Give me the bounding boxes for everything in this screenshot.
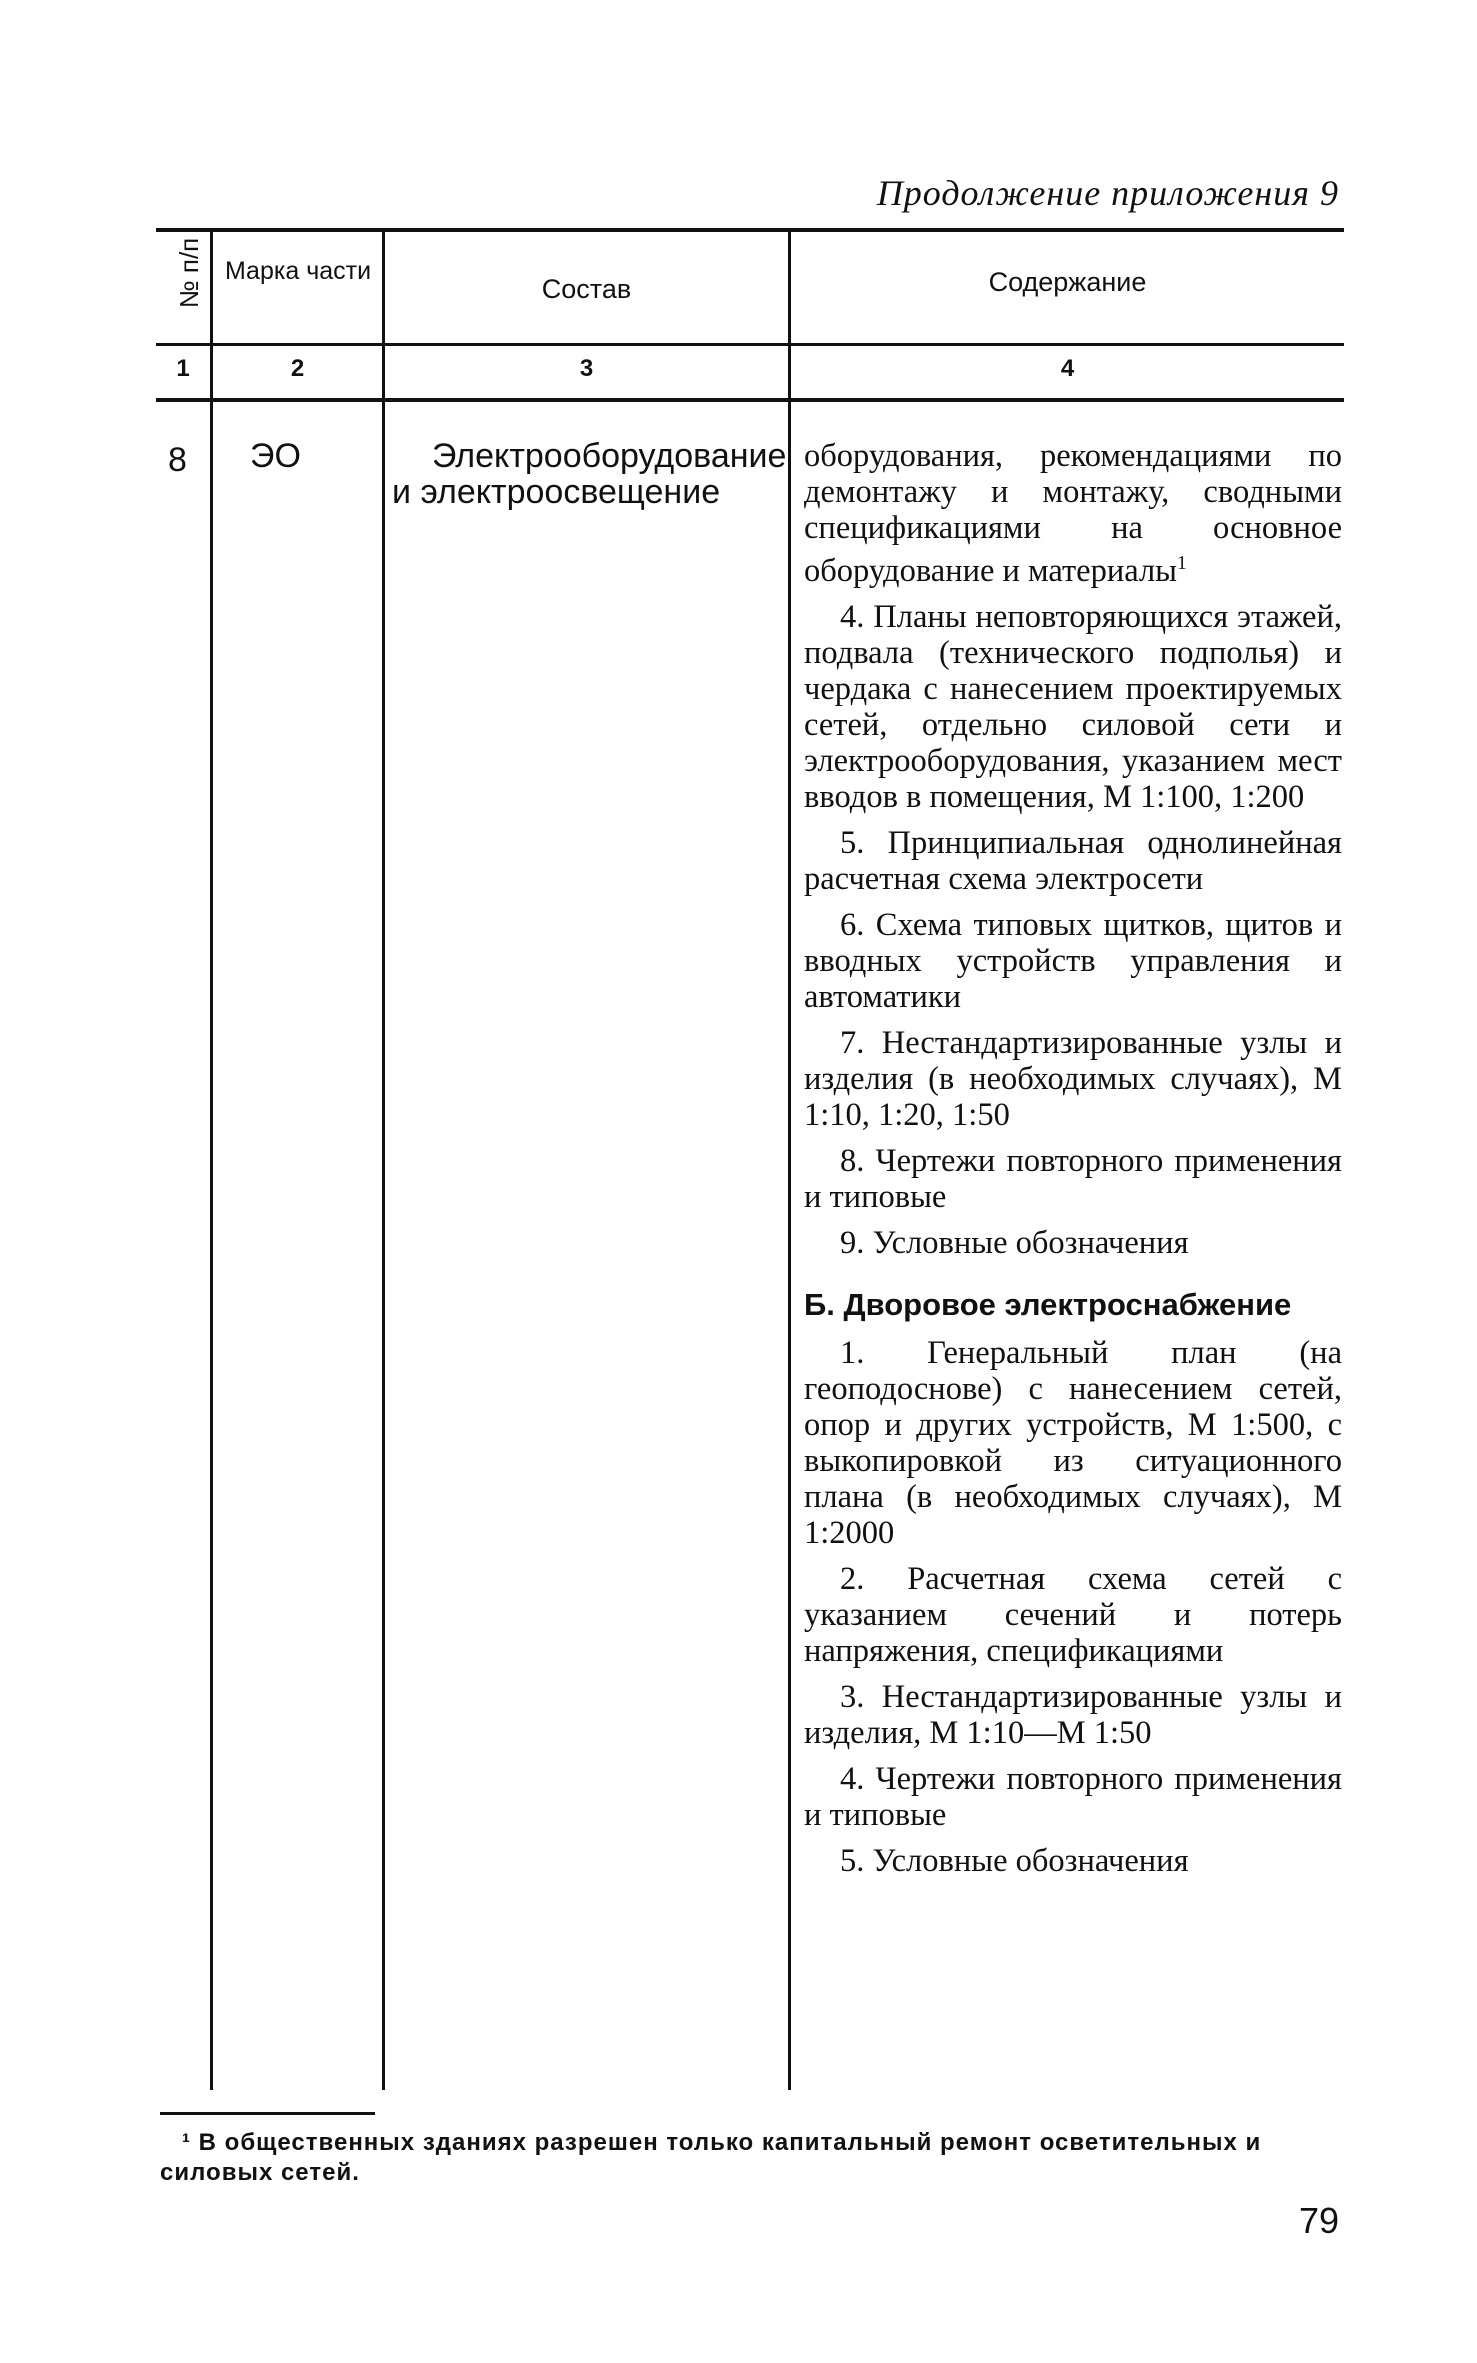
- col-divider-2: [382, 230, 385, 2090]
- row-composition: Электрооборудование и электроосвещение: [392, 437, 787, 511]
- col-divider-3: [788, 230, 791, 2090]
- footnote: ¹ В общественных зданиях разрешен только капитальный ремонт осветительных и силовых сетей.: [160, 2129, 1262, 2186]
- content-item-a4: 4. Планы неповторяющихся этажей, подвала (технического подполья) и чердака с нанесением проектируемых сетей, отдельно силовой сети и электрооборудования, указанием мест вводов в помещения, М 1:100, 1:200: [804, 598, 1342, 815]
- header-continuation: Продолжение приложения 9: [876, 173, 1339, 213]
- content-item-b1: 1. Генеральный план (на геоподоснове) с нанесением сетей, опор и других устройств, М 1:500, с выкопировкой из ситуационного плана (в необходимых случаях), М 1:2000: [804, 1334, 1342, 1551]
- colnum-2: 2: [290, 355, 305, 382]
- content-item-b4: 4. Чертежи повторного применения и типовые: [804, 1760, 1342, 1833]
- table-top-rule: [156, 228, 1344, 232]
- header-content: Содержание: [988, 267, 1147, 297]
- content-item-b5: 5. Условные обозначения: [840, 1842, 1189, 1879]
- content-item-a9: 9. Условные обозначения: [840, 1224, 1189, 1261]
- colnum-3: 3: [579, 355, 594, 382]
- section-b-title: Б. Дворовое электроснабжение: [804, 1286, 1292, 1322]
- colnum-1: 1: [176, 355, 190, 382]
- row-num: 8: [168, 441, 187, 479]
- content-item-a7: 7. Нестандартизированные узлы и изделия (в необходимых случаях), М 1:10, 1:20, 1:50: [804, 1024, 1342, 1133]
- row-mark: ЭО: [250, 437, 301, 475]
- content-item-a6: 6. Схема типовых щитков, щитов и вводных устройств управления и автоматики: [804, 906, 1342, 1015]
- content-item-b3: 3. Нестандартизированные узлы и изделия, М 1:10—М 1:50: [804, 1678, 1342, 1751]
- colnum-bottom-rule: [156, 398, 1344, 402]
- content-item-a8: 8. Чертежи повторного применения и типовые: [804, 1142, 1342, 1215]
- page-number: 79: [1298, 2200, 1339, 2241]
- footnote-rule: [160, 2112, 375, 2115]
- colnum-4: 4: [1060, 355, 1075, 382]
- header-bottom-rule: [156, 343, 1344, 346]
- header-mark: Марка части: [224, 257, 372, 285]
- header-num: № п/п: [173, 237, 204, 309]
- content-continuation: оборудования, рекомендациями по демонтажу и монтажу, сводными спецификациями на основное оборудование и материалы$^1$: [804, 438, 1342, 589]
- row-content: [804, 438, 1342, 1889]
- header-composition: Состав: [541, 274, 632, 304]
- content-item-a5: 5. Принципиальная однолинейная расчетная схема электросети: [804, 824, 1342, 897]
- col-divider-1: [210, 230, 213, 2090]
- content-item-b2: 2. Расчетная схема сетей с указанием сечений и потерь напряжения, спецификациями: [804, 1560, 1342, 1669]
